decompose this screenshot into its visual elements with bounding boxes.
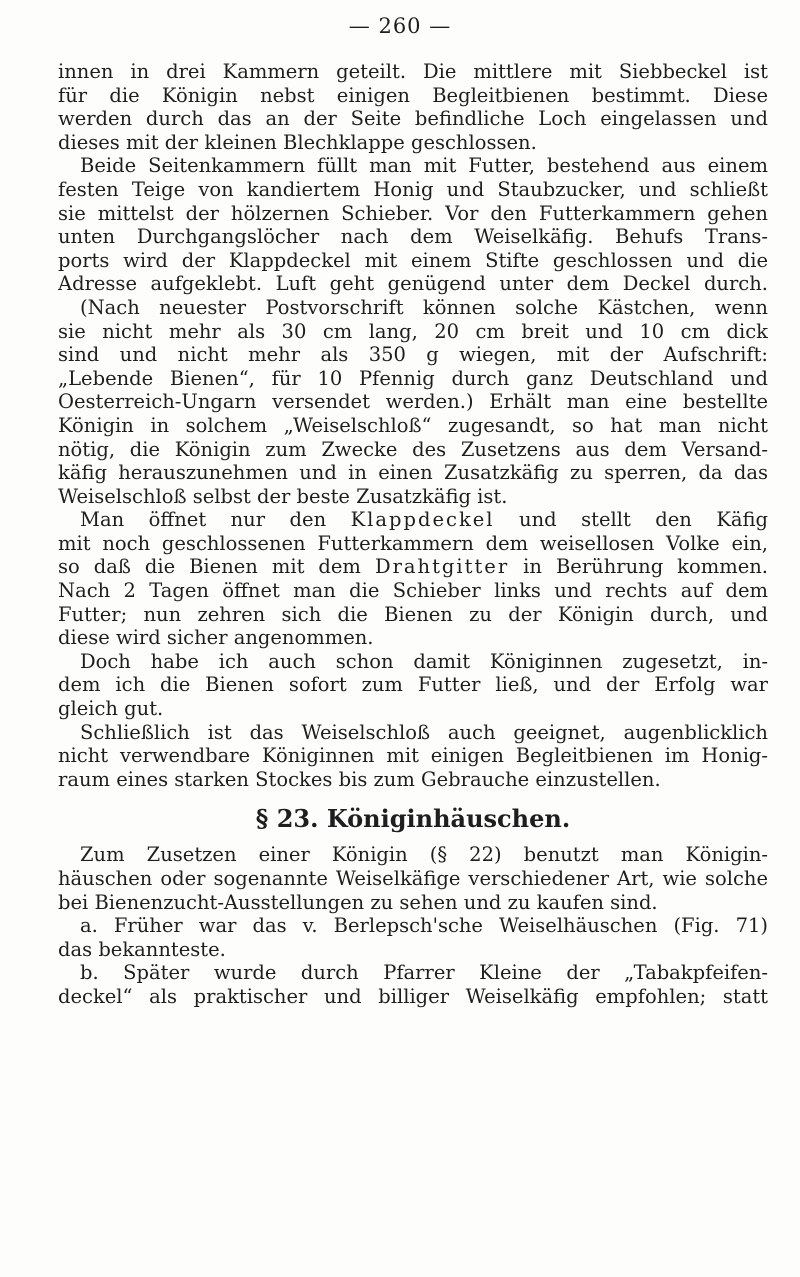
text-line: häuschen oder sogenannte Weiselkäfige verschiedener Art, wie solche: [58, 867, 768, 890]
text-segment: so daß die Bienen mit dem: [58, 555, 361, 579]
text-line: (Nach neuester Postvorschrift können solche Kästchen, wenn: [80, 295, 768, 319]
text-line: Königin in solchem „Weiselschloß“ zugesandt, so hat man nicht: [58, 413, 768, 437]
text-line: dieses mit der kleinen Blechklappe geschlossen.: [58, 130, 537, 154]
list-item-b: b. Später wurde durch Pfarrer Kleine der „Tabakpfeifen-: [80, 961, 768, 985]
text-line: mit noch geschlossenen Futterkammern dem weisellosen Volke ein,: [58, 531, 768, 555]
text-line: das bekannteste.: [58, 937, 226, 961]
text-line: raum eines starken Stockes bis zum Gebrauche einzustellen.: [58, 767, 661, 791]
text-line: dem ich die Bienen sofort zum Futter ließ, und der Erfolg war: [58, 673, 768, 697]
text-line: Nach 2 Tagen öffnet man die Schieber links und rechts auf dem: [58, 579, 768, 603]
text-line: deckel“ als praktischer und billiger Weiselkäfig empfohlen; statt: [58, 984, 768, 1008]
text-segment: und stellt den Käfig: [519, 508, 768, 532]
list-item-a: a. Früher war das v. Berlepsch'sche Weiselhäuschen (Fig. 71): [80, 914, 768, 938]
text-line: unten Durchgangslöcher nach dem Weiselkäfig. Behufs Trans-: [58, 225, 768, 249]
text-line: innen in drei Kammern geteilt. Die mittlere mit Siebbeckel ist: [58, 60, 768, 83]
text-segment: Man öffnet nur den: [80, 508, 327, 532]
text-segment: in Berührung kommen.: [523, 555, 768, 579]
emphasis-drahtgitter: Drahtgitter: [374, 555, 510, 579]
text-line: käfig herauszunehmen und in einen Zusatzkäfig zu sperren, da das: [58, 461, 768, 485]
text-line: [58, 508, 768, 532]
text-line: nötig, die Königin zum Zwecke des Zusetzens aus dem Versand-: [58, 437, 768, 461]
body-text: [58, 60, 768, 1009]
section-number: § 23.: [255, 804, 319, 834]
text-line: Zum Zusetzen einer Königin (§ 22) benutzt man Königin-: [80, 843, 768, 867]
text-line: sie nicht mehr als 30 cm lang, 20 cm breit und 10 cm dick: [58, 319, 768, 343]
section-heading: [58, 799, 768, 839]
emphasis-klappdeckel: Klappdeckel: [350, 508, 495, 532]
text-line: festen Teige von kandiertem Honig und Staubzucker, und schließt: [58, 177, 768, 201]
text-line: Weiselschloß selbst der beste Zusatzkäfig ist.: [58, 484, 508, 508]
text-line: Schließlich ist das Weiselschloß auch geeignet, augenblicklich: [80, 720, 768, 744]
text-line: nicht verwendbare Königinnen mit einigen Begleitbienen im Honig-: [58, 744, 768, 768]
text-line: Oesterreich-Ungarn versendet werden.) Erhält man eine bestellte: [58, 390, 768, 414]
text-line: Doch habe ich auch schon damit Königinnen zugesetzt, in-: [80, 649, 768, 673]
page-number: — 260 —: [348, 14, 452, 38]
text-line: gleich gut.: [58, 697, 164, 721]
text-line: „Lebende Bienen“, für 10 Pfennig durch ganz Deutschland und: [58, 366, 768, 390]
text-line: [58, 555, 768, 579]
text-line: bei Bienenzucht-Ausstellungen zu sehen und zu kaufen sind.: [58, 890, 658, 914]
text-line: Adresse aufgeklebt. Luft geht genügend unter dem Deckel durch.: [58, 272, 768, 296]
text-line: für die Königin nebst einigen Begleitbienen bestimmt. Diese: [58, 83, 768, 107]
text-line: ports wird der Klappdeckel mit einem Stifte geschlossen und die: [58, 248, 768, 272]
text-line: sie mittelst der hölzernen Schieber. Vor den Futterkammern gehen: [58, 201, 768, 225]
text-line: werden durch das an der Seite befindliche Loch eingelassen und: [58, 107, 768, 131]
text-line: Beide Seitenkammern füllt man mit Futter, bestehend aus einem: [80, 154, 768, 178]
text-line: diese wird sicher angenommen.: [58, 626, 374, 650]
section-title: Königinhäuschen.: [326, 804, 571, 834]
text-line: Futter; nun zehren sich die Bienen zu der Königin durch, und: [58, 602, 768, 626]
text-line: sind und nicht mehr als 350 g wiegen, mit der Aufschrift:: [58, 343, 768, 367]
